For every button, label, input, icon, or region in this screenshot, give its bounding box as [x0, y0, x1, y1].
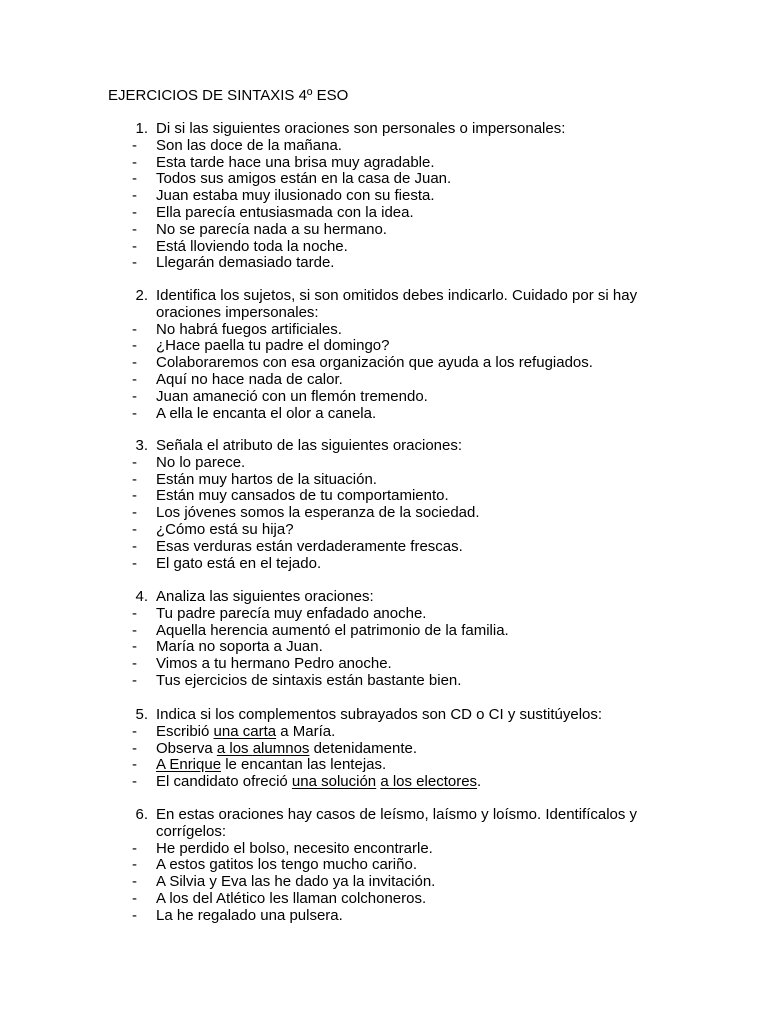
exercise-question	[108, 589, 668, 606]
list-item-text: Colaboraremos con esa organización que ayuda a los refugiados.	[156, 354, 593, 372]
document-title: EJERCICIOS DE SINTAXIS 4º ESO	[108, 87, 349, 104]
list-item	[108, 472, 668, 489]
list-item	[108, 406, 668, 423]
exercise-number: 5.	[135, 706, 148, 723]
list-item	[108, 841, 668, 858]
dash-bullet: -	[132, 756, 137, 774]
list-item	[108, 522, 668, 539]
list-item-text: A ella le encanta el olor a canela.	[156, 404, 377, 422]
list-item-text: Vimos a tu hermano Pedro anoche.	[156, 655, 392, 673]
dash-bullet: -	[132, 254, 137, 272]
dash-bullet: -	[132, 136, 137, 154]
exercise-question-text: En estas oraciones hay casos de leísmo, laísmo y loísmo. Identifícalos y corrígelos:	[156, 806, 638, 840]
text-segment: Observa	[156, 739, 217, 757]
list-item-text: No lo parece.	[156, 453, 246, 471]
dash-bullet: -	[132, 337, 137, 355]
list-item	[108, 338, 668, 355]
dash-bullet: -	[132, 470, 137, 488]
text-segment: El candidato ofreció	[156, 773, 292, 791]
dash-bullet: -	[132, 404, 137, 422]
underlined-complement: a los alumnos	[216, 739, 310, 757]
exercise-question	[108, 121, 668, 138]
list-item-text	[156, 740, 417, 757]
text-segment: le encantan las lentejas.	[221, 756, 387, 774]
dash-bullet: -	[132, 537, 137, 555]
list-item-text: Son las doce de la mañana.	[156, 136, 342, 154]
list-item	[108, 488, 668, 505]
dash-bullet: -	[132, 320, 137, 338]
dash-bullet: -	[132, 170, 137, 188]
list-item	[108, 908, 668, 925]
list-item	[108, 205, 668, 222]
dash-bullet: -	[132, 671, 137, 689]
dash-bullet: -	[132, 520, 137, 538]
dash-bullet: -	[132, 237, 137, 255]
exercise-number: 3.	[135, 437, 148, 454]
dash-bullet: -	[132, 504, 137, 522]
list-item-text: Llegarán demasiado tarde.	[156, 254, 335, 272]
dash-bullet: -	[132, 487, 137, 505]
list-item-text: He perdido el bolso, necesito encontrarle.	[156, 839, 433, 857]
list-item	[108, 891, 668, 908]
list-item-text: El gato está en el tejado.	[156, 554, 322, 572]
exercise-question	[108, 288, 668, 322]
list-item	[108, 171, 668, 188]
list-item	[108, 539, 668, 556]
text-segment: .	[477, 773, 482, 791]
list-item-text: A Silvia y Eva las he dado ya la invitación.	[156, 873, 436, 891]
dash-bullet: -	[132, 453, 137, 471]
list-item-text: No se parecía nada a su hermano.	[156, 220, 387, 238]
exercise-section	[108, 807, 668, 925]
list-item	[108, 556, 668, 573]
exercise-question-text: Identifica los sujetos, si son omitidos debes indicarlo. Cuidado por si hay oraciones impersonales:	[156, 287, 638, 321]
underlined-complement: A Enrique	[156, 756, 222, 774]
dash-bullet: -	[132, 203, 137, 221]
list-item	[108, 138, 668, 155]
list-item-text: Esta tarde hace una brisa muy agradable.	[156, 153, 435, 171]
list-item-text	[156, 756, 386, 773]
list-item	[108, 741, 668, 758]
dash-bullet: -	[132, 554, 137, 572]
list-item	[108, 656, 668, 673]
dash-bullet: -	[132, 739, 137, 757]
list-item-text: Tus ejercicios de sintaxis están bastante bien.	[156, 671, 462, 689]
exercise-section	[108, 438, 668, 572]
list-item	[108, 874, 668, 891]
list-item-text: Juan estaba muy ilusionado con su fiesta.	[156, 187, 435, 205]
underlined-complement: una solución	[291, 773, 377, 791]
dash-bullet: -	[132, 370, 137, 388]
dash-bullet: -	[132, 839, 137, 857]
list-item	[108, 155, 668, 172]
exercise-question-text: Señala el atributo de las siguientes oraciones:	[156, 437, 463, 454]
list-item-text	[156, 773, 481, 790]
exercise-section	[108, 288, 668, 422]
list-item	[108, 255, 668, 272]
text-segment: detenidamente.	[309, 739, 417, 757]
exercise-question-text: Indica si los complementos subrayados son CD o CI y sustitúyelos:	[156, 706, 603, 723]
underlined-complement: a los electores	[380, 773, 478, 791]
list-item-text: Están muy cansados de tu comportamiento.	[156, 487, 449, 505]
dash-bullet: -	[132, 638, 137, 656]
underlined-complement: una carta	[213, 722, 277, 740]
list-item-text: La he regalado una pulsera.	[156, 906, 343, 924]
list-item	[108, 455, 668, 472]
exercise-question-text: Analiza las siguientes oraciones:	[156, 588, 374, 605]
exercise-number: 6.	[135, 806, 148, 823]
list-item-text: Aquella herencia aumentó el patrimonio de la familia.	[156, 621, 509, 639]
list-item	[108, 857, 668, 874]
list-item	[108, 389, 668, 406]
list-item	[108, 239, 668, 256]
list-item-text: Juan amaneció con un flemón tremendo.	[156, 387, 428, 405]
dash-bullet: -	[132, 153, 137, 171]
list-item	[108, 322, 668, 339]
list-item	[108, 222, 668, 239]
text-segment: a María.	[276, 722, 336, 740]
list-item	[108, 355, 668, 372]
list-item-text: No habrá fuegos artificiales.	[156, 320, 342, 338]
list-item-text: Tu padre parecía muy enfadado anoche.	[156, 604, 427, 622]
exercise-section	[108, 707, 668, 791]
exercise-number: 4.	[135, 588, 148, 605]
dash-bullet: -	[132, 773, 137, 791]
list-item-text: Esas verduras están verdaderamente frescas.	[156, 537, 463, 555]
list-item	[108, 724, 668, 741]
dash-bullet: -	[132, 889, 137, 907]
list-item-text: ¿Cómo está su hija?	[156, 520, 294, 538]
exercise-number: 1.	[135, 120, 148, 137]
dash-bullet: -	[132, 873, 137, 891]
list-item-text: Los jóvenes somos la esperanza de la sociedad.	[156, 504, 480, 522]
exercise-question	[108, 707, 668, 724]
list-item	[108, 505, 668, 522]
list-item-text: A estos gatitos los tengo mucho cariño.	[156, 856, 417, 874]
dash-bullet: -	[132, 604, 137, 622]
dash-bullet: -	[132, 856, 137, 874]
list-item	[108, 673, 668, 690]
dash-bullet: -	[132, 354, 137, 372]
list-item	[108, 372, 668, 389]
exercise-section	[108, 121, 668, 272]
list-item	[108, 188, 668, 205]
list-item-text	[156, 723, 335, 740]
list-item	[108, 757, 668, 774]
exercise-question	[108, 438, 668, 455]
list-item-text: Ella parecía entusiasmada con la idea.	[156, 203, 414, 221]
list-item-text: Está lloviendo toda la noche.	[156, 237, 348, 255]
exercise-number: 2.	[135, 287, 148, 304]
exercise-question-text: Di si las siguientes oraciones son personales o impersonales:	[156, 120, 566, 137]
text-segment: Escribió	[156, 722, 214, 740]
list-item	[108, 606, 668, 623]
exercise-section	[108, 589, 668, 690]
list-item-text: Están muy hartos de la situación.	[156, 470, 377, 488]
dash-bullet: -	[132, 220, 137, 238]
dash-bullet: -	[132, 621, 137, 639]
list-item-text: María no soporta a Juan.	[156, 638, 323, 656]
list-item-text: Todos sus amigos están en la casa de Juan.	[156, 170, 452, 188]
dash-bullet: -	[132, 655, 137, 673]
list-item	[108, 639, 668, 656]
dash-bullet: -	[132, 187, 137, 205]
list-item-text: ¿Hace paella tu padre el domingo?	[156, 337, 390, 355]
list-item-text: Aquí no hace nada de calor.	[156, 370, 343, 388]
dash-bullet: -	[132, 387, 137, 405]
list-item	[108, 774, 668, 791]
exercise-question	[108, 807, 668, 841]
dash-bullet: -	[132, 722, 137, 740]
dash-bullet: -	[132, 906, 137, 924]
list-item-text: A los del Atlético les llaman colchoneros.	[156, 889, 427, 907]
list-item	[108, 623, 668, 640]
